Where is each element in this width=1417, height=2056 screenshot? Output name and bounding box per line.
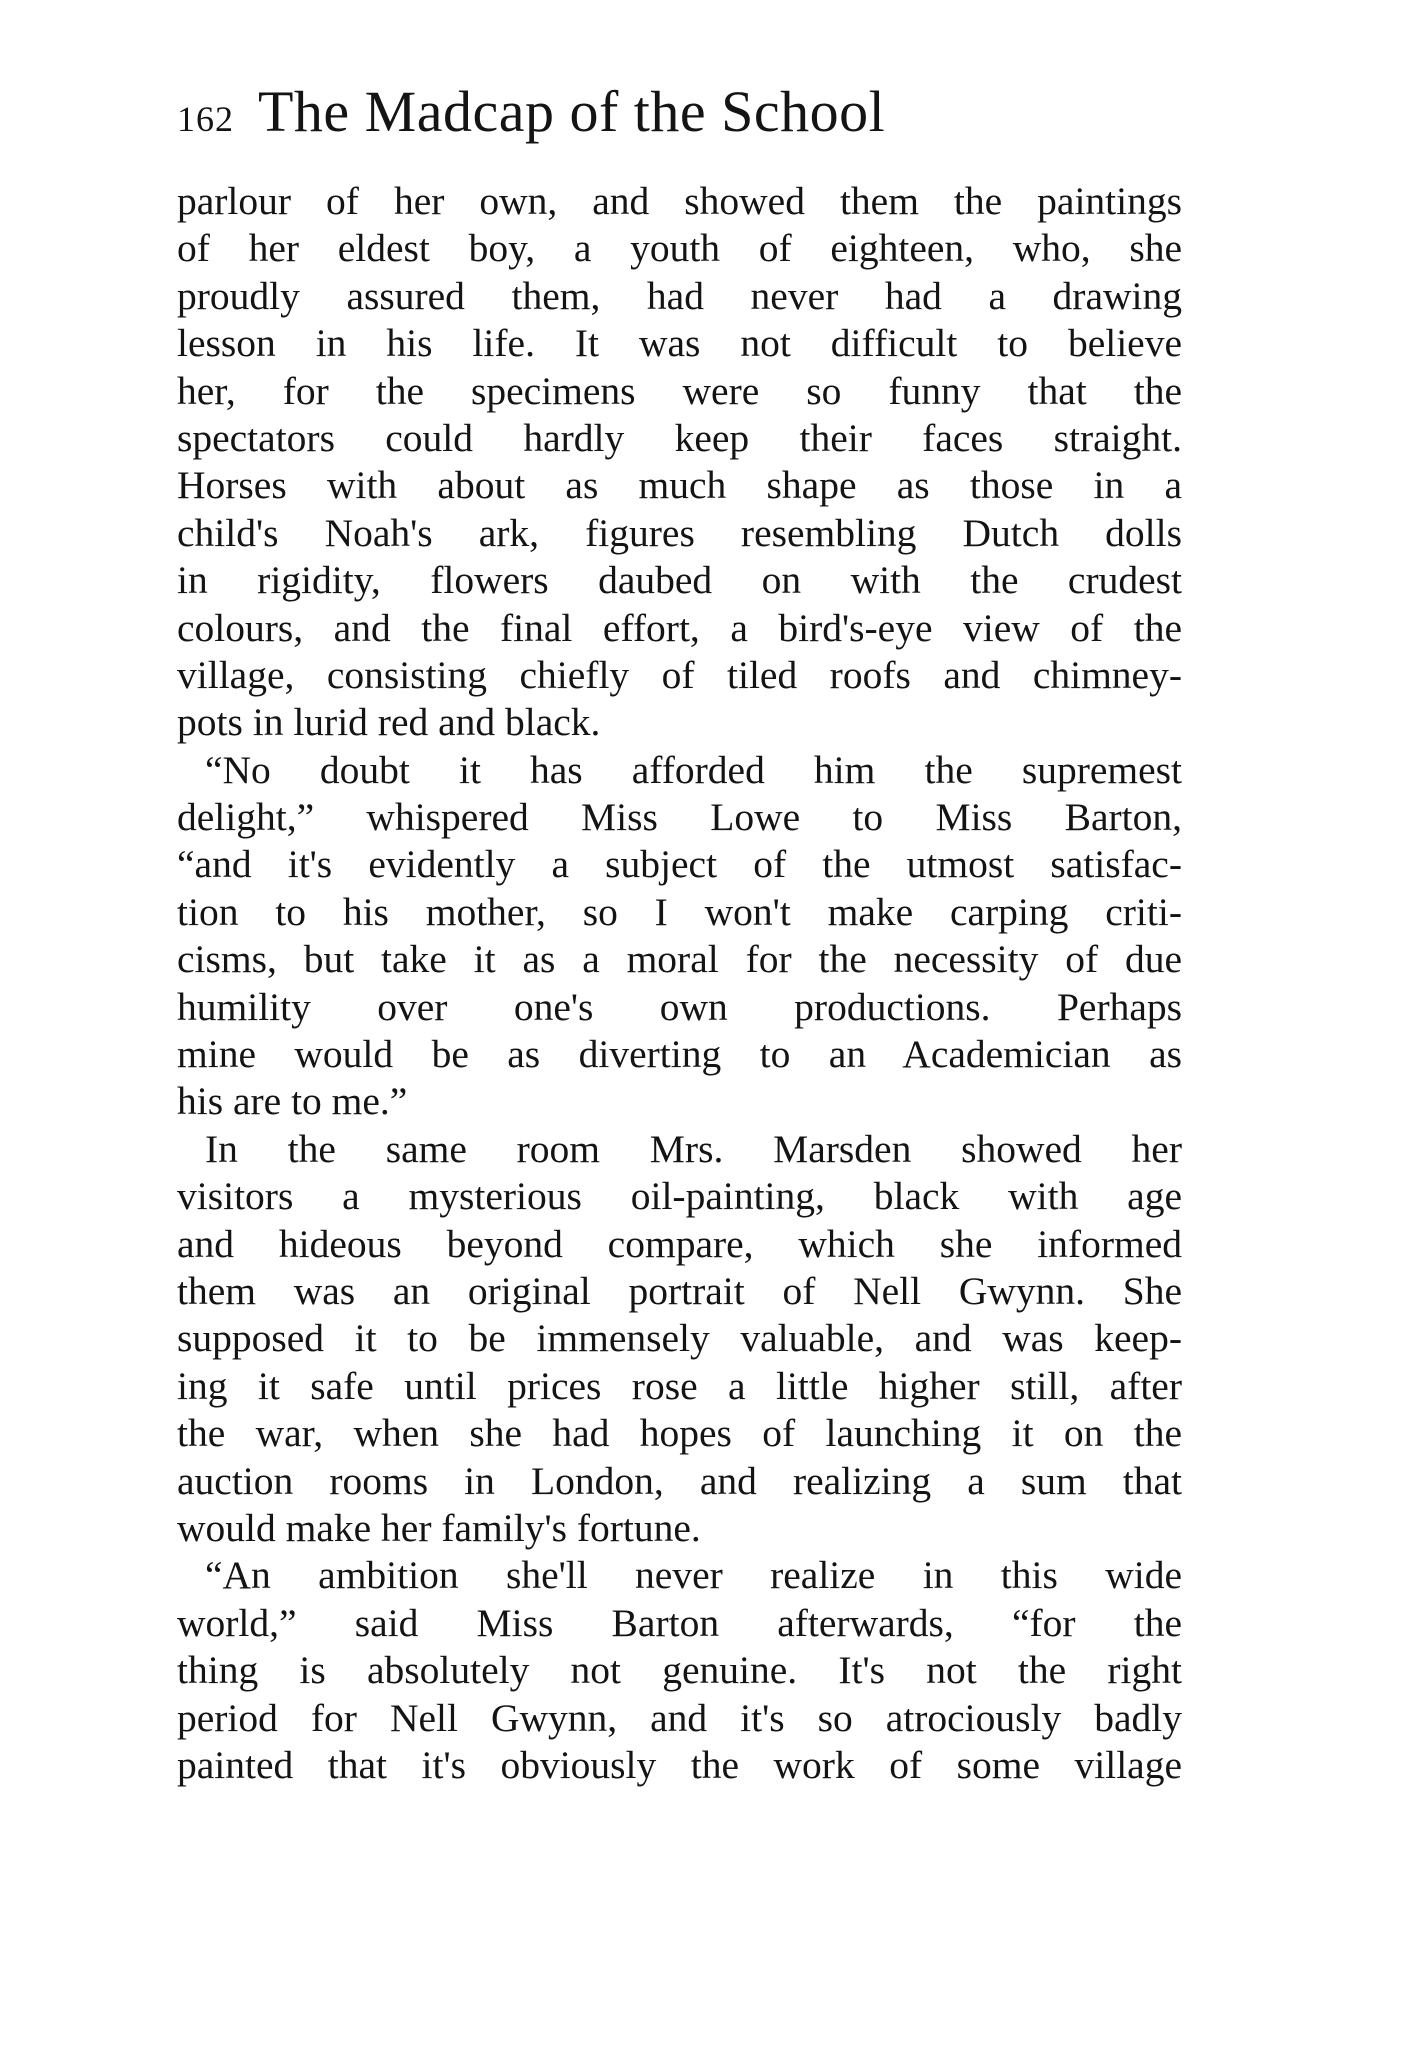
text-line: of her eldest boy, a youth of eighteen, who, she — [177, 226, 1182, 271]
text-line: “and it's evidently a subject of the utmost satisfac- — [177, 842, 1182, 887]
text-line: visitors a mysterious oil-painting, black with age — [177, 1174, 1182, 1219]
text-line: mine would be as diverting to an Academician as — [177, 1032, 1182, 1077]
text-line: pots in lurid red and black. — [177, 700, 601, 745]
text-line: his are to me.” — [177, 1079, 408, 1124]
paragraph — [177, 747, 1182, 1126]
text-line: spectators could hardly keep their faces straight. — [177, 415, 1182, 460]
text-line: supposed it to be immensely valuable, and was keep- — [177, 1316, 1182, 1361]
text-line: lesson in his life. It was not difficult to believe — [177, 321, 1182, 366]
text-line: thing is absolutely not genuine. It's not the right — [177, 1648, 1182, 1693]
text-line: “An ambition she'll never realize in this wide — [205, 1553, 1182, 1598]
text-line: her, for the specimens were so funny that the — [177, 368, 1182, 413]
page-body-text — [177, 178, 1182, 1789]
text-line: Horses with about as much shape as those in a — [177, 463, 1182, 508]
text-line: the war, when she had hopes of launching it on the — [177, 1411, 1182, 1456]
text-line: parlour of her own, and showed them the paintings — [177, 179, 1182, 223]
text-line: proudly assured them, had never had a drawing — [177, 273, 1182, 318]
text-line: period for Nell Gwynn, and it's so atrociously badly — [177, 1695, 1182, 1740]
paragraph — [177, 1552, 1182, 1789]
text-line: would make her family's fortune. — [177, 1505, 701, 1550]
running-title: The Madcap of the School — [258, 79, 886, 144]
text-line: village, consisting chiefly of tiled roofs and chimney- — [177, 652, 1182, 697]
text-line: humility over one's own productions. Perhaps — [177, 984, 1182, 1029]
text-line: auction rooms in London, and realizing a sum that — [177, 1458, 1182, 1503]
text-line: tion to his mother, so I won't make carping criti- — [177, 889, 1182, 934]
text-line: delight,” whispered Miss Lowe to Miss Barton, — [177, 795, 1182, 840]
text-line: and hideous beyond compare, which she informed — [177, 1221, 1182, 1266]
text-line: In the same room Mrs. Marsden showed her — [205, 1126, 1182, 1171]
text-line: world,” said Miss Barton afterwards, “for the — [177, 1600, 1182, 1645]
text-line: in rigidity, flowers daubed on with the crudest — [177, 558, 1182, 603]
text-line: child's Noah's ark, figures resembling Dutch dolls — [177, 510, 1182, 555]
page-number: 162 — [177, 99, 234, 139]
text-line: them was an original portrait of Nell Gwynn. She — [177, 1268, 1182, 1313]
paragraph — [177, 1126, 1182, 1553]
text-line: “No doubt it has afforded him the supremest — [205, 747, 1182, 792]
text-line: ing it safe until prices rose a little higher still, after — [177, 1363, 1182, 1408]
text-line: colours, and the final effort, a bird's-eye view of the — [177, 605, 1182, 650]
text-line: painted that it's obviously the work of some village — [177, 1742, 1182, 1787]
paragraph — [177, 178, 1182, 747]
running-header — [177, 78, 1187, 145]
text-line: cisms, but take it as a moral for the necessity of due — [177, 937, 1182, 982]
